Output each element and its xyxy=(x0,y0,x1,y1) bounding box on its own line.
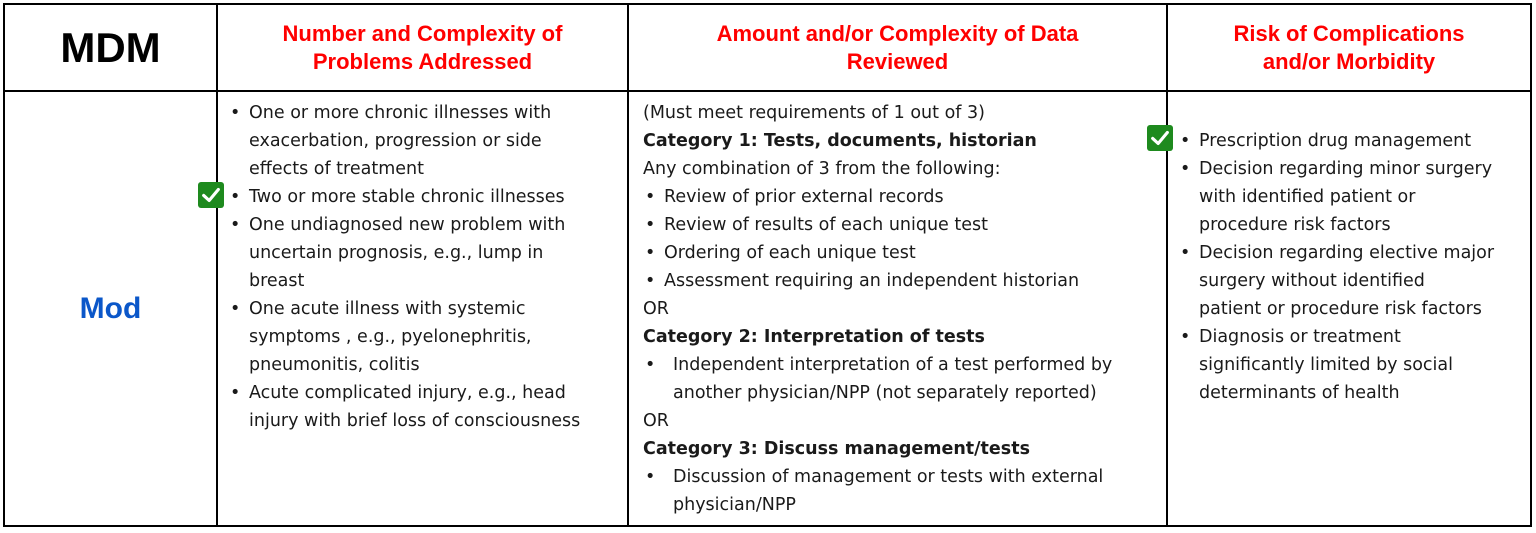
header-problems-line1: Number and Complexity of xyxy=(282,20,563,46)
list-item: • Decision regarding minor surgery with identified patient or procedure risk factors xyxy=(1178,155,1524,239)
category-1-title: Category 1: Tests, documents, historian xyxy=(643,131,1037,151)
problems-list xyxy=(228,99,621,435)
header-data-line2: Reviewed xyxy=(846,48,949,74)
list-item: • Review of prior external records xyxy=(643,183,1160,211)
or-separator: OR xyxy=(643,411,669,431)
data-reviewed-cell xyxy=(629,92,1166,525)
list-item: • Diagnosis or treatment significantly limited by social determinants of health xyxy=(1178,323,1524,407)
check-icon xyxy=(1147,125,1173,151)
category-2-title: Category 2: Interpretation of tests xyxy=(643,327,985,347)
category-1-list xyxy=(643,183,1160,295)
header-risk-line2: and/or Morbidity xyxy=(1262,48,1436,74)
category-3-list xyxy=(643,463,1160,519)
category-1-subtitle: Any combination of 3 from the following: xyxy=(643,159,1001,179)
mdm-table xyxy=(3,3,1532,527)
problems-cell xyxy=(218,92,627,525)
risk-cell xyxy=(1168,92,1530,525)
list-item: • One or more chronic illnesses with exacerbation, progression or side effects of treatment xyxy=(228,99,621,183)
list-item: • Independent interpretation of a test performed by another physician/NPP (not separately reported) xyxy=(643,351,1160,407)
category-2-list xyxy=(643,351,1160,407)
list-item: • Review of results of each unique test xyxy=(643,211,1160,239)
category-3-title: Category 3: Discuss management/tests xyxy=(643,439,1030,459)
list-item: • One undiagnosed new problem with uncertain prognosis, e.g., lump in breast xyxy=(228,211,621,295)
header-problems xyxy=(218,5,627,90)
header-problems-line2: Problems Addressed xyxy=(312,48,533,74)
check-icon xyxy=(198,182,224,208)
header-data-line1: Amount and/or Complexity of Data xyxy=(716,20,1079,46)
list-item: • Ordering of each unique test xyxy=(643,239,1160,267)
header-risk-line1: Risk of Complications xyxy=(1233,20,1465,46)
header-risk xyxy=(1168,5,1530,90)
list-item: • One acute illness with systemic symptoms , e.g., pyelonephritis, pneumonitis, colitis xyxy=(228,295,621,379)
list-item: • Assessment requiring an independent historian xyxy=(643,267,1160,295)
list-item: • Two or more stable chronic illnesses xyxy=(228,183,621,211)
header-mdm: MDM xyxy=(60,23,161,71)
header-data-reviewed xyxy=(629,5,1166,90)
list-item: • Prescription drug management xyxy=(1178,127,1524,155)
risk-list xyxy=(1178,127,1524,407)
list-item: • Decision regarding elective major surgery without identified patient or procedure risk factors xyxy=(1178,239,1524,323)
requirement-note: (Must meet requirements of 1 out of 3) xyxy=(643,103,985,123)
list-item: • Discussion of management or tests with external physician/NPP xyxy=(643,463,1160,519)
or-separator: OR xyxy=(643,299,669,319)
level-label: Mod xyxy=(79,291,142,325)
list-item: • Acute complicated injury, e.g., head injury with brief loss of consciousness xyxy=(228,379,621,435)
